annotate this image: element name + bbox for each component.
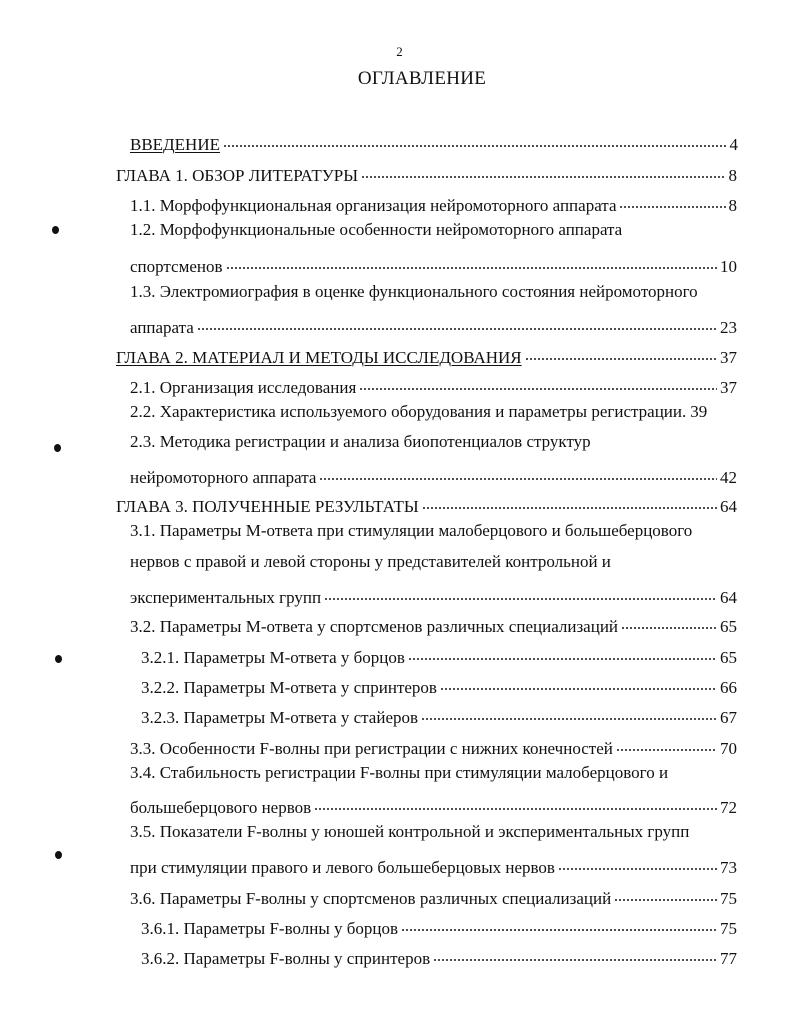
toc-page-number: 42: [720, 468, 737, 487]
toc-page-number: 70: [720, 739, 737, 758]
toc-entry-label: экспериментальных групп: [130, 588, 322, 607]
toc-page-number: 65: [720, 617, 737, 636]
toc-page-number: 77: [720, 949, 737, 968]
toc-page-number: 8: [728, 196, 737, 215]
toc-entry-introduction: [130, 128, 738, 156]
toc-entry-label: при стимуляции правого и левого большеберцовых нервов: [130, 858, 555, 877]
toc-entry-label: 3.3. Особенности F-волны при регистрации с нижних конечностей: [130, 739, 613, 758]
toc-entry-1-1: [130, 189, 737, 217]
toc-page-number: 72: [720, 798, 737, 817]
toc-entry-3-5-line1: 3.5. Показатели F-волны у юношей контрольной и экспериментальных групп: [130, 822, 690, 841]
toc-page-number: 75: [720, 919, 737, 938]
toc-page-number: 65: [720, 648, 737, 667]
dot-leader: [621, 610, 717, 632]
dot-leader: [422, 490, 717, 512]
toc-page-number: 8: [728, 166, 737, 185]
toc-entry-label: ВВЕДЕНИЕ: [130, 135, 220, 154]
toc-entry-label: 3.6.2. Параметры F-волны у спринтеров: [141, 949, 431, 968]
toc-entry-label: 3.6.1. Параметры F-волны у борцов: [141, 919, 399, 938]
dot-leader: [223, 128, 727, 150]
toc-entry-1-2: [130, 250, 737, 278]
toc-page-number: 64: [720, 588, 737, 607]
toc-page-number: 66: [720, 678, 737, 697]
toc-entry-label: аппарата: [130, 318, 194, 337]
toc-entry-3-6-1: [141, 912, 737, 940]
toc-page-number: 75: [720, 889, 737, 908]
dot-leader: [616, 732, 717, 754]
toc-entry-label: 3.2.3. Параметры М-ответа у стайеров: [141, 708, 419, 727]
toc-page-number: 10: [720, 257, 737, 276]
toc-entry-3-6: [130, 882, 737, 910]
toc-entry-chapter-1: [116, 159, 737, 187]
punch-hole-mark: [55, 851, 62, 859]
toc-page-number: 39: [690, 402, 708, 421]
toc-entry-3-1-line2: нервов с правой и левой стороны у представителей контрольной и: [130, 552, 611, 571]
punch-hole-mark: [52, 226, 59, 234]
toc-entry-3-1-line1: 3.1. Параметры М-ответа при стимуляции малоберцового и большеберцового: [130, 521, 693, 540]
dot-leader: [401, 912, 717, 934]
toc-entry-3-4-line1: 3.4. Стабильность регистрации F-волны при стимуляции малоберцового и: [130, 763, 669, 782]
toc-entry-3-2: [130, 610, 737, 638]
dot-leader: [226, 250, 717, 272]
toc-title: ОГЛАВЛЕНИЕ: [357, 68, 487, 89]
toc-entry-label: ГЛАВА 1. ОБЗОР ЛИТЕРАТУРЫ: [116, 166, 359, 185]
page-number: 2: [396, 44, 403, 59]
toc-entry-label: спортсменов: [130, 257, 223, 276]
toc-page-number: 67: [720, 708, 737, 727]
dot-leader: [558, 851, 717, 873]
toc-entry-3-6-2: [141, 942, 737, 970]
toc-entry-2-1: [130, 371, 737, 399]
toc-entry-chapter-2: [116, 341, 737, 369]
dot-leader: [525, 341, 717, 363]
toc-page-number: 37: [720, 348, 737, 367]
toc-entry-1-2-line1: 1.2. Морфофункциональные особенности нейромоторного аппарата: [130, 220, 623, 239]
toc-entry-label: 3.2. Параметры М-ответа у спортсменов различных специализаций: [130, 617, 619, 636]
toc-entry-label: нейромоторного аппарата: [130, 468, 317, 487]
toc-page-number: 73: [720, 858, 737, 877]
punch-hole-mark: [54, 444, 61, 452]
dot-leader: [359, 371, 717, 393]
toc-entry-3-4: [130, 791, 737, 819]
dot-leader: [433, 942, 717, 964]
toc-entry-label: 3.2.1. Параметры М-ответа у борцов: [141, 648, 405, 667]
toc-entry-3-2-1: [141, 641, 737, 669]
toc-entry-1-3-line1: 1.3. Электромиография в оценке функционального состояния нейромоторного: [130, 282, 698, 301]
toc-entry-3-3: [130, 732, 737, 760]
toc-entry-label: 2.2. Характеристика используемого оборудования и параметры регистрации.: [130, 402, 687, 421]
toc-entry-2-2: [130, 401, 737, 423]
toc-entry-2-3-line1: 2.3. Методика регистрации и анализа биопотенциалов структур: [130, 432, 591, 451]
toc-entry-2-3: [130, 461, 737, 489]
toc-entry-3-5: [130, 851, 737, 879]
toc-entry-label: 3.2.2. Параметры М-ответа у спринтеров: [141, 678, 437, 697]
toc-entry-3-2-3: [141, 701, 737, 729]
dot-leader: [421, 701, 717, 723]
toc-entry-label: 3.6. Параметры F-волны у спортсменов различных специализаций: [130, 889, 612, 908]
dot-leader: [324, 581, 717, 603]
dot-leader: [440, 671, 717, 693]
toc-page-number: 37: [720, 378, 737, 397]
toc-entry-3-2-2: [141, 671, 737, 699]
toc-entry-chapter-3: [116, 490, 737, 518]
punch-hole-mark: [55, 655, 62, 663]
dot-leader: [314, 791, 717, 813]
toc-entry-label: большеберцового нервов: [130, 798, 312, 817]
dot-leader: [614, 882, 717, 904]
toc-entry-label: 1.1. Морфофункциональная организация нейромоторного аппарата: [130, 196, 617, 215]
dot-leader: [619, 189, 725, 211]
toc-entry-label: ГЛАВА 3. ПОЛУЧЕННЫЕ РЕЗУЛЬТАТЫ: [116, 497, 419, 516]
toc-page-number: 23: [720, 318, 737, 337]
dot-leader: [319, 461, 717, 483]
dot-leader: [361, 159, 725, 181]
toc-entry-label: 2.1. Организация исследования: [130, 378, 357, 397]
toc-entry-3-1: [130, 581, 737, 609]
dot-leader: [408, 641, 717, 663]
dot-leader: [197, 311, 717, 333]
toc-entry-1-3: [130, 311, 737, 339]
toc-page-number: 4: [729, 135, 738, 154]
toc-entry-label: ГЛАВА 2. МАТЕРИАЛ И МЕТОДЫ ИССЛЕДОВАНИЯ: [116, 348, 522, 367]
toc-page-number: 64: [720, 497, 737, 516]
